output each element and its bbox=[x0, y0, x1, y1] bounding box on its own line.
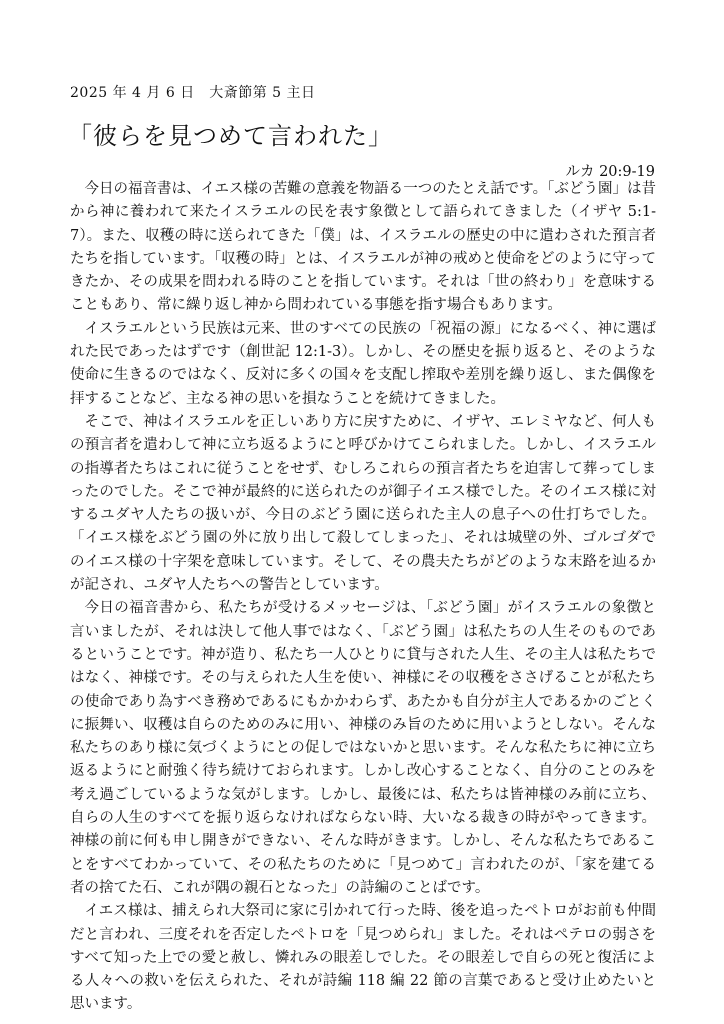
paragraph: 今日の福音書は、イエス様の苦難の意義を物語る一つのたとえ話です。「ぶどう園」は昔から神に養われて来たイスラエルの民を表す象徴として語られてきました（イザヤ 5:1-7）。また、収穫の時に送られてきた「僕」は、イスラエルの歴史の中に遣わされた預言者たちを指しています。「収穫の時」とは、イスラエルが神の戒めと使命をどのように守ってきたか、その成果を問われる時のことを指しています。それは「世の終わり」を意味することもあり、常に繰り返し神から問われている事態を指す場合もあります。 bbox=[70, 181, 656, 314]
scripture-reference: ルカ 20:9-19 bbox=[565, 164, 655, 180]
paragraph: 今日の福音書から、私たちが受けるメッセージは、「ぶどう園」がイスラエルの象徴と言いましたが、それは決して他人事ではなく、「ぶどう園」は私たちの人生そのものであるということです。神が造り、私たち一人ひとりに貸与された人生、その主人は私たちではなく、神様です。その与えられた人生を使い、神様にその収穫をささげることが私たちの使命であり為すべき務めであるにもかかわらず、あたかも自分が主人であるかのごとくに振舞い、収穫は自らのためのみに用い、神様のみ旨のために用いようとしない。そんな私たちのあり様に気づくようにとの促しではないかと思います。そんな私たちに神に立ち返るようにと耐強く待ち続けておられます。しかし改心することなく、自分のことのみを考え過ごしているような気がします。しかし、最後には、私たちは皆神様のみ前に立ち、自らの人生のすべてを振り返らなければならない時、大いなる裁きの時がやってきます。神様の前に何も申し開きができない、そんな時がきます。しかし、そんな私たちであることをすべてわかっていて、その私たちのために「見つめて」言われたのが、「家を建てる者の捨てた石、これが隅の親石となった」の詩編のことばです。 bbox=[70, 600, 656, 896]
sermon-body bbox=[70, 178, 656, 1017]
paragraph: イエス様は、捕えられ大祭司に家に引かれて行った時、後を追ったペトロがお前も仲間だと言われ、三度それを否定したペトロを「見つめられ」ました。それはペテロの弱さをすべて知った上での愛と赦し、憐れみの眼差しでした。その眼差しで自らの死と復活による人々への救いを伝えられた、それが詩編 118 編 22 節の言葉であると受け止めたいと思います。 bbox=[70, 903, 656, 1013]
paragraph: イスラエルという民族は元来、世のすべての民族の「祝福の源」になるべく、神に選ばれた民であったはずです（創世記 12:1-3）。しかし、その歴史を振り返ると、そのような使命に生きるのではなく、反対に多くの国々を支配し搾取や差別を繰り返し、また偶像を拝することなど、主なる神の思いを損なうことを続けてきました。 bbox=[70, 320, 656, 407]
paragraph: そこで、神はイスラエルを正しいあり方に戻すために、イザヤ、エレミヤなど、何人もの預言者を遣わして神に立ち返るようにと呼びかけてこられました。しかし、イスラエルの指導者たちはこれに従うことをせず、むしろこれらの預言者たちを迫害して葬ってしまったのでした。そこで神が最終的に送られたのが御子イエス様でした。そのイエス様に対するユダヤ人たちの扱いが、今日のぶどう園に送られた主人の息子への仕打ちでした。「イエス様をぶどう園の外に放り出して殺してしまった」、それは城壁の外、ゴルゴダでのイエス様の十字架を意味しています。そして、その農夫たちがどのような末路を辿るかが記され、ユダヤ人たちへの警告としています。 bbox=[70, 413, 656, 594]
date-line: 2025 年 4 月 6 日 大斎節第 5 主日 bbox=[70, 85, 316, 101]
sermon-title: 「彼らを見つめて言われた」 bbox=[68, 122, 393, 150]
